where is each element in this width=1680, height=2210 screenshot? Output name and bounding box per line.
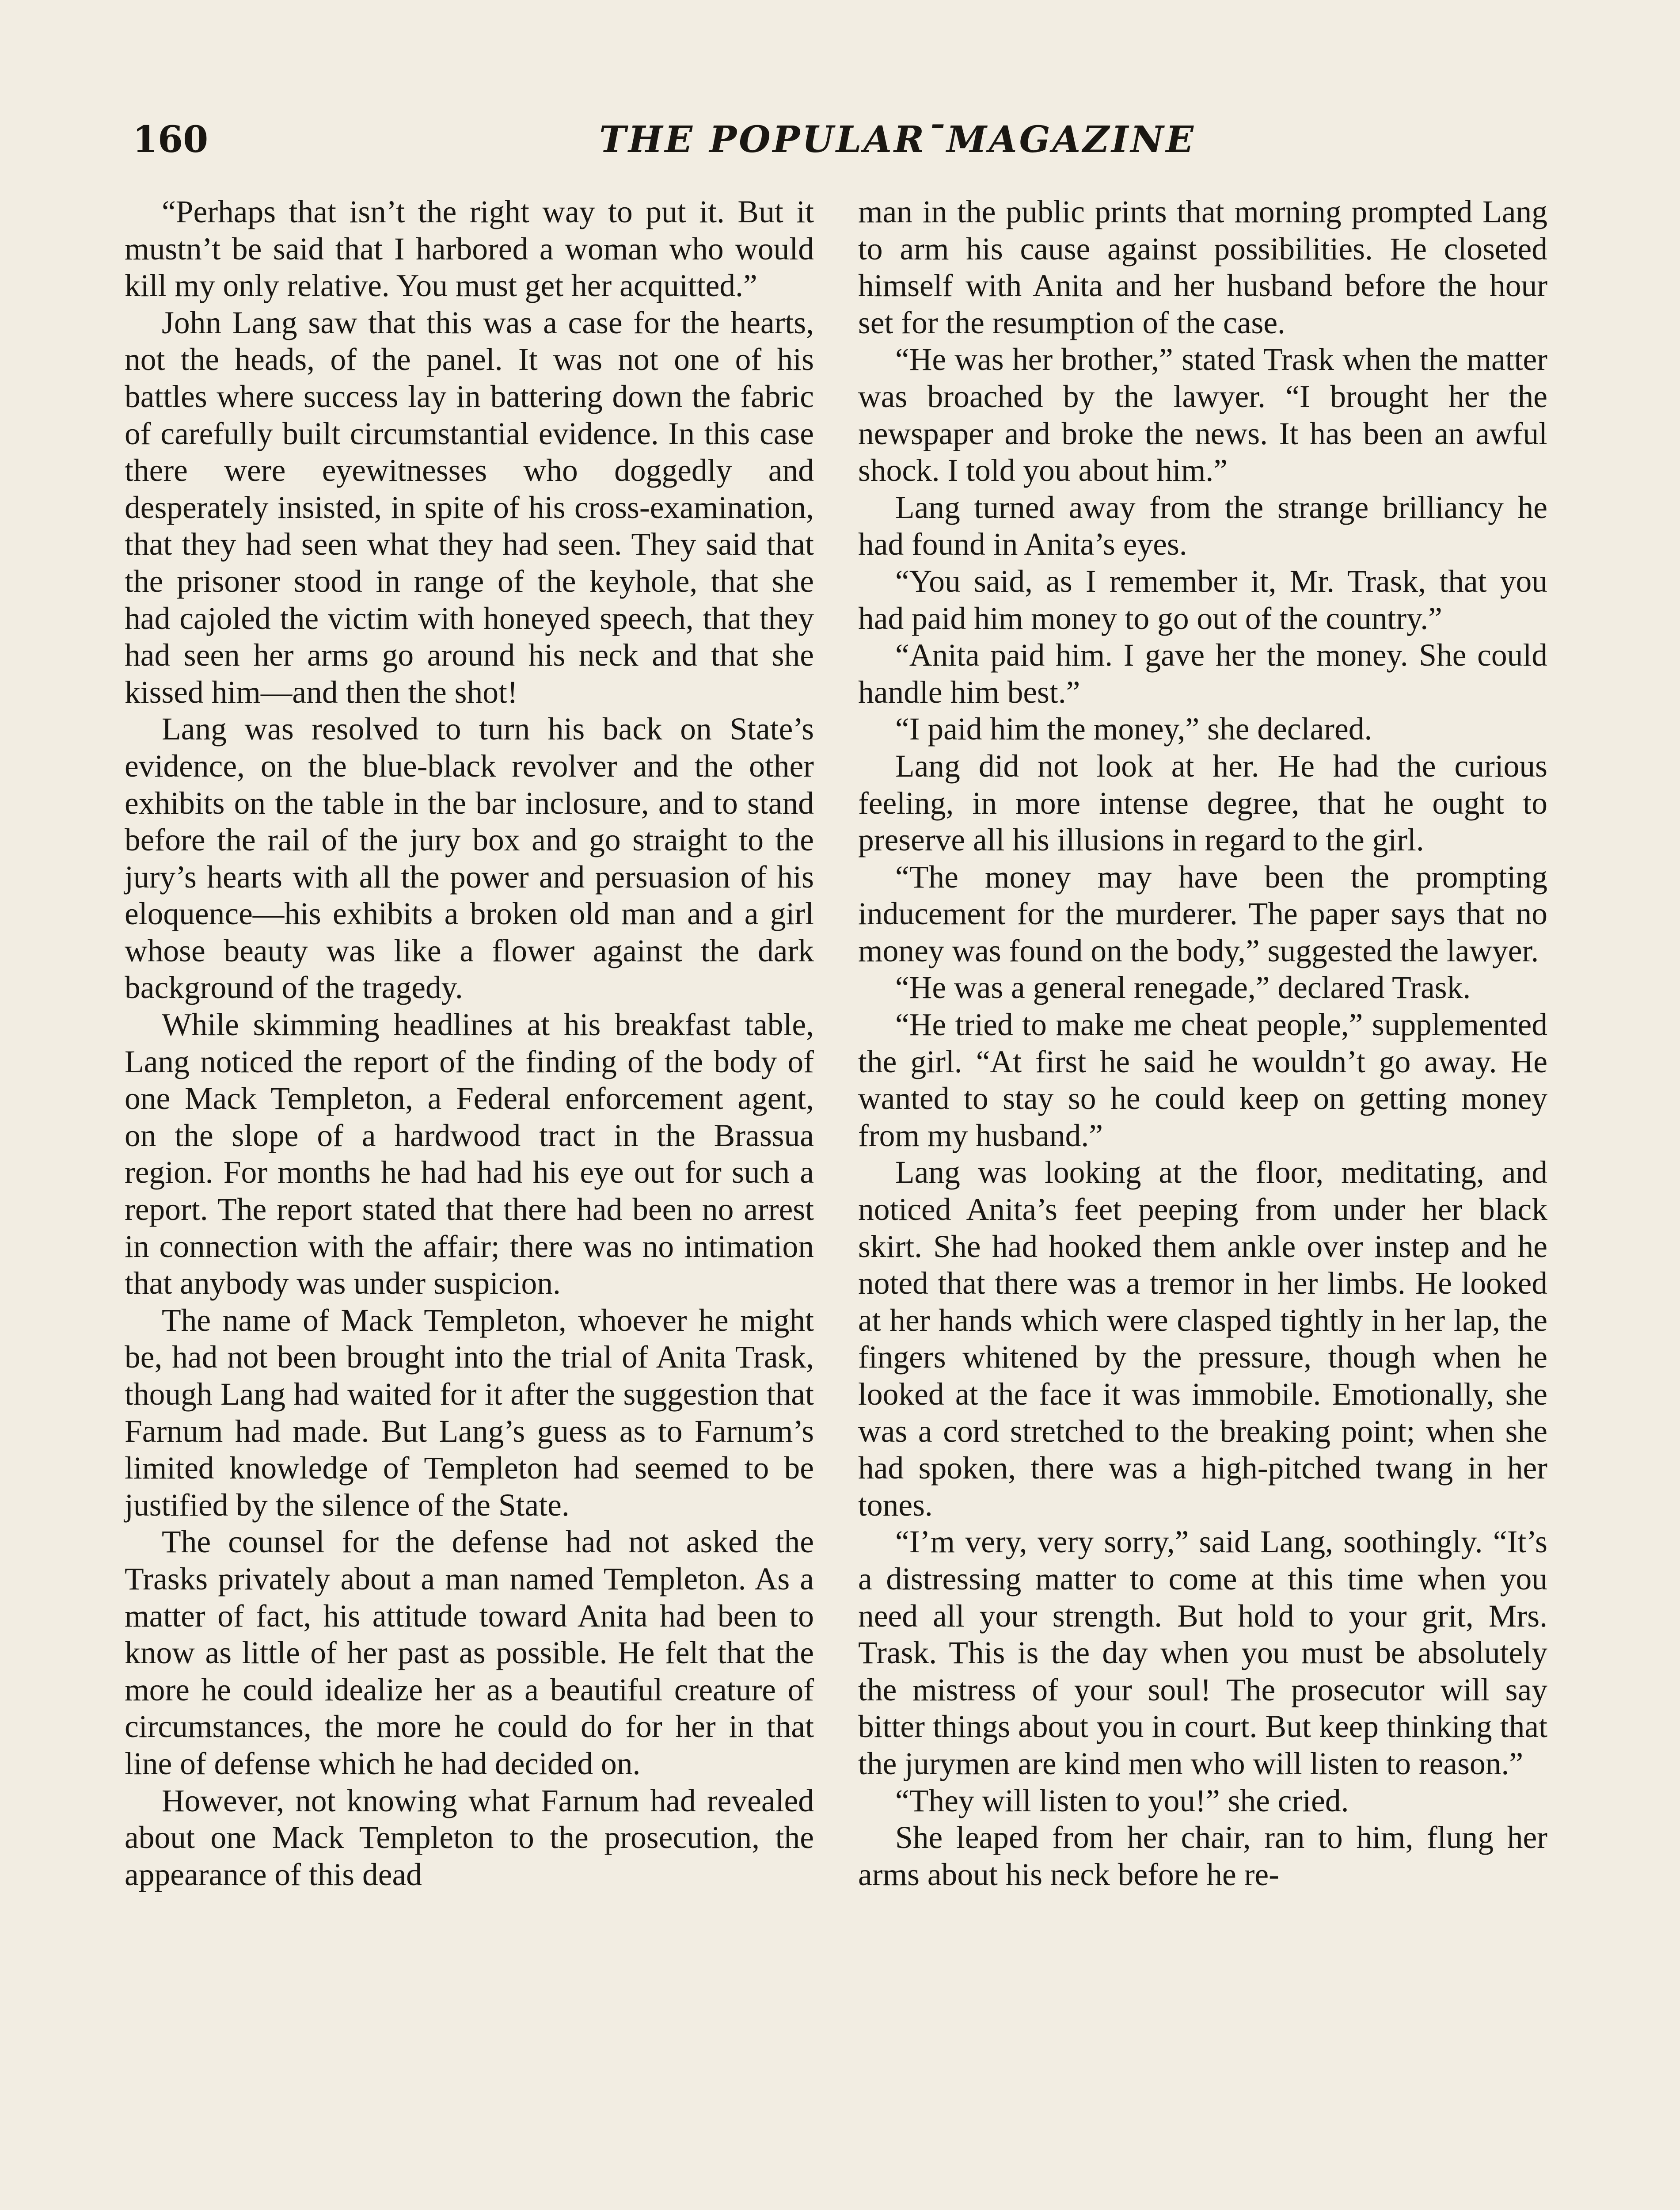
paragraph: “He was a general renegade,” declared Trask. [895, 970, 1471, 1006]
paragraph: “The money may have been the prompting inducement for the murderer. The paper says that no money was found on the body,” suggested the lawyer. [858, 859, 1547, 968]
paragraph: While skimming headlines at his breakfast table, Lang noticed the report of the finding of the body of one Mack Templeton, a Federal enforcement agent, on the slope of a hardwood tract in the Brassua region. For months he had had his eye out for such a report. The report stated that there had been no arrest in connection with the affair; there was no intimation that anybody was under suspicion. [125, 1007, 814, 1301]
paragraph: “Perhaps that isn’t the right way to put it. But it mustn’t be said that I harbored a woman who would kill my only relative. You must get her acquitted.” [125, 194, 814, 304]
paragraph: The name of Mack Templeton, whoever he might be, had not been brought into the trial of Anita Trask, though Lang had waited for it after the suggestion that Farnum had made. But Lang’s guess as to Farnum’s limited knowledge of Templeton had seemed to be justified by the silence of the State. [125, 1303, 814, 1523]
page-number: 160 [133, 118, 209, 161]
paragraph: Lang was resolved to turn his back on State’s evidence, on the blue-black revolver and the other exhibits on the table in the bar inclosure, and to stand before the rail of the jury box and go straight to the jury’s hearts with all the power and persuasion of his eloquence—his exhibits a broken old man and a girl whose beauty was like a flower against the dark background of the tragedy. [125, 712, 814, 1006]
paragraph: “They will listen to you!” she cried. [895, 1783, 1349, 1818]
paragraph: Lang turned away from the strange brilliancy he had found in Anita’s eyes. [858, 490, 1547, 562]
paragraph: John Lang saw that this was a case for the hearts, not the heads, of the panel. It was not one of his battles where success lay in battering down the fabric of carefully built circumstantial evidence. In this case there were eyewitnesses who doggedly and desperately insisted, in spite of his cross-examination, that they had seen what they had seen. They said that the prisoner stood in range of the keyhole, that she had cajoled the victim with honeyed speech, that they had seen her arms go around his neck and that she kissed him—and then the shot! [125, 305, 814, 710]
right-column [858, 194, 1547, 2210]
paragraph: “He tried to make me cheat people,” supplemented the girl. “At first he said he wouldn’t go away. He wanted to stay so he could keep on getting money from my husband.” [858, 1007, 1547, 1153]
paragraph: However, not knowing what Farnum had revealed about one Mack Templeton to the prosecution, the appearance of this dead [125, 1783, 814, 1892]
page-header [133, 118, 1547, 176]
paragraph-continuation: man in the public prints that morning prompted Lang to arm his cause against possibilities. He closeted himself with Anita and her husband before the hour set for the resumption of the case. [858, 194, 1547, 340]
paragraph: Lang did not look at her. He had the curious feeling, in more intense degree, that he ought to preserve all his illusions in regard to the girl. [858, 748, 1547, 858]
paragraph: The counsel for the defense had not asked the Trasks privately about a man named Templeton. As a matter of fact, his attitude toward Anita had been to know as little of her past as possible. He felt that the more he could idealize her as a beautiful creature of circumstances, the more he could do for her in that line of defense which he had decided on. [125, 1524, 814, 1781]
paragraph: She leaped from her chair, ran to him, flung her arms about his neck before he re- [858, 1820, 1547, 1892]
left-column [125, 194, 814, 2210]
paragraph: “He was her brother,” stated Trask when the matter was broached by the lawyer. “I brought her the newspaper and broke the news. It has been an awful shock. I told you about him.” [858, 342, 1547, 488]
paragraph: “Anita paid him. I gave her the money. She could handle him best.” [858, 638, 1547, 710]
paragraph: Lang was looking at the floor, meditating, and noticed Anita’s feet peeping from under her black skirt. She had hooked them ankle over instep and he noted that there was a tremor in her limbs. He looked at her hands which were clasped tightly in her lap, the fingers whitened by the pressure, though when he looked at the face it was immobile. Emotionally, she was a cord stretched to the breaking point; when she had spoken, there was a high-pitched twang in her tones. [858, 1155, 1547, 1523]
paragraph: “I paid him the money,” she declared. [895, 712, 1372, 747]
magazine-title: THE POPULARˉMAGAZINE [599, 118, 1196, 161]
paragraph: “You said, as I remember it, Mr. Trask, that you had paid him money to go out of the country.” [858, 564, 1547, 636]
paragraph: “I’m very, very sorry,” said Lang, soothingly. “It’s a distressing matter to come at this time when you need all your strength. But hold to your grit, Mrs. Trask. This is the day when you must be absolutely the mistress of your soul! The prosecutor will say bitter things about you in court. But keep thinking that the jurymen are kind men who will listen to reason.” [858, 1524, 1547, 1781]
